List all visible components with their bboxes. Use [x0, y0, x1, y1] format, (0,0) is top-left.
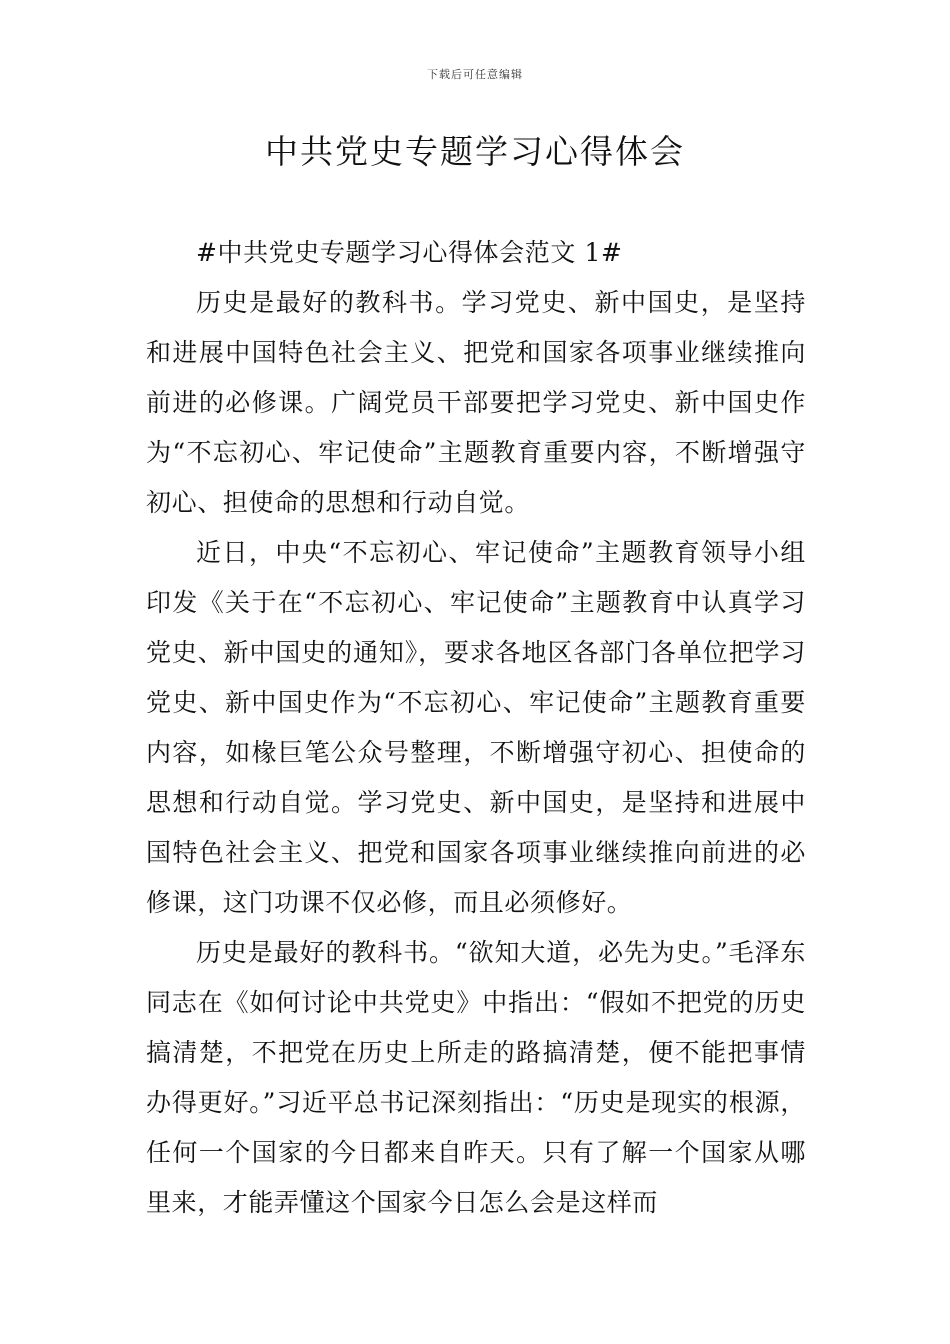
document-title: 中共党史专题学习心得体会 — [265, 132, 685, 171]
section-tag: #中共党史专题学习心得体会范文 1# — [196, 238, 623, 267]
header-note: 下载后可任意编辑 — [427, 68, 523, 81]
paragraph-2: 近日，中央“不忘初心、牢记使命”主题教育领导小组印发《关于在“不忘初心、牢记使命”主题教育中认真学习党史、新中国史的通知》，要求各地区各部门各单位把学习党史、新中国史作为“不忘初心、牢记使命”主题教育重要内容，如椽巨笔公众号整理，不断增强守初心、担使命的思想和行动自觉。学习党史、新中国史，是坚持和进展中国特色社会主义、把党和国家各项事业继续推向前进的必修课，这门功课不仅必修，而且必须修好。 — [146, 538, 806, 917]
document-body — [146, 228, 806, 1228]
paragraph-1: 历史是最好的教科书。学习党史、新中国史，是坚持和进展中国特色社会主义、把党和国家各项事业继续推向前进的必修课。广阔党员干部要把学习党史、新中国史作为“不忘初心、牢记使命”主题教育重要内容，不断增强守初心、担使命的思想和行动自觉。 — [146, 288, 806, 517]
paragraph-3: 历史是最好的教科书。“欲知大道，必先为史。”毛泽东同志在《如何讨论中共党史》中指出：“假如不把党的历史搞清楚，不把党在历史上所走的路搞清楚，便不能把事情办得更好。”习近平总书记深刻指出：“历史是现实的根源，任何一个国家的今日都来自昨天。只有了解一个国家从哪里来，才能弄懂这个国家今日怎么会是这样而 — [146, 938, 806, 1217]
